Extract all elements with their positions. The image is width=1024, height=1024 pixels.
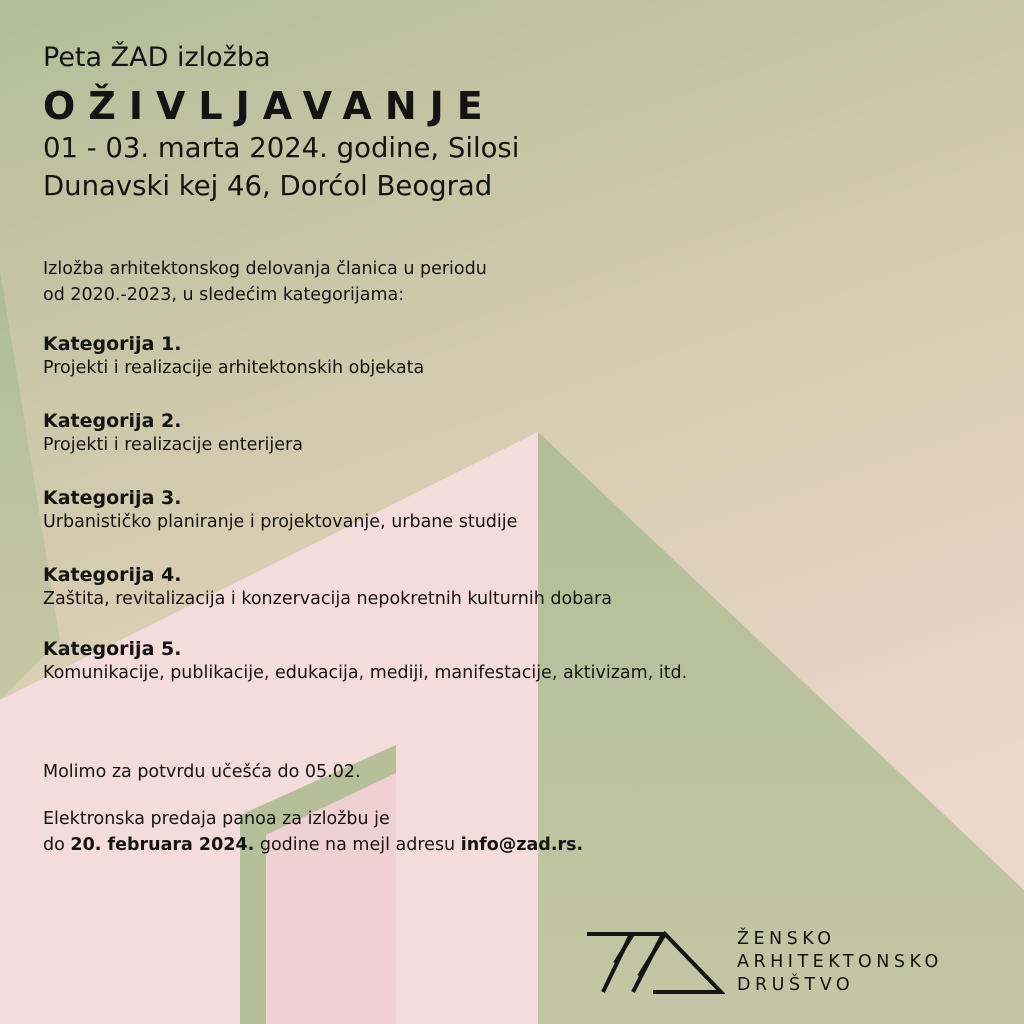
submission-note (43, 806, 583, 858)
category-2 (43, 409, 303, 457)
category-3 (43, 486, 517, 534)
logo-line-1: ŽENSKO (737, 929, 836, 949)
category-description: Projekti i realizacije arhitektonskih objekata (43, 358, 425, 378)
logo-line-2: ARHITEKTONSKO (737, 952, 943, 972)
submission-prefix: do (43, 835, 71, 855)
logo-line-3: DRUŠTVO (737, 975, 855, 995)
logo-wordmark (737, 928, 943, 997)
exhibition-address: Dunavski kej 46, Dorćol Beograd (43, 170, 493, 202)
category-description: Projekti i realizacije enterijera (43, 435, 303, 455)
zad-logo (585, 928, 1005, 998)
confirmation-note: Molimo za potvrdu učešća do 05.02. (43, 762, 361, 782)
category-description: Urbanističko planiranje i projektovanje, urbane studije (43, 512, 518, 532)
submission-email[interactable]: info@zad.rs. (460, 835, 584, 855)
exhibition-subtitle: Peta ŽAD izložba (43, 42, 271, 73)
submission-middle: godine na mejl adresu (254, 835, 461, 855)
intro-line-1: Izložba arhitektonskog delovanja članica u periodu (43, 259, 487, 279)
submission-line-1: Elektronska predaja panoa za izložbu je (43, 809, 390, 829)
category-4 (43, 563, 612, 611)
submission-line-2 (43, 832, 583, 858)
category-title: Kategorija 2. (43, 410, 182, 432)
category-description: Komunikacije, publikacije, edukacija, mediji, manifestacije, aktivizam, itd. (43, 663, 688, 683)
exhibition-date-venue: 01 - 03. marta 2024. godine, Silosi (43, 132, 520, 164)
exhibition-title: OŽIVLJAVANJE (43, 84, 496, 128)
category-title: Kategorija 1. (43, 333, 182, 355)
category-title: Kategorija 4. (43, 564, 182, 586)
category-5 (43, 637, 687, 685)
category-description: Zaštita, revitalizacija i konzervacija nepokretnih kulturnih dobara (43, 589, 612, 609)
category-title: Kategorija 5. (43, 638, 182, 660)
submission-deadline: 20. februara 2024. (70, 835, 255, 855)
zad-logo-icon (585, 930, 725, 994)
intro-line-2: od 2020.-2023, u sledećim kategorijama: (43, 285, 405, 305)
category-1 (43, 332, 424, 380)
category-title: Kategorija 3. (43, 487, 182, 509)
intro-text (43, 256, 487, 308)
